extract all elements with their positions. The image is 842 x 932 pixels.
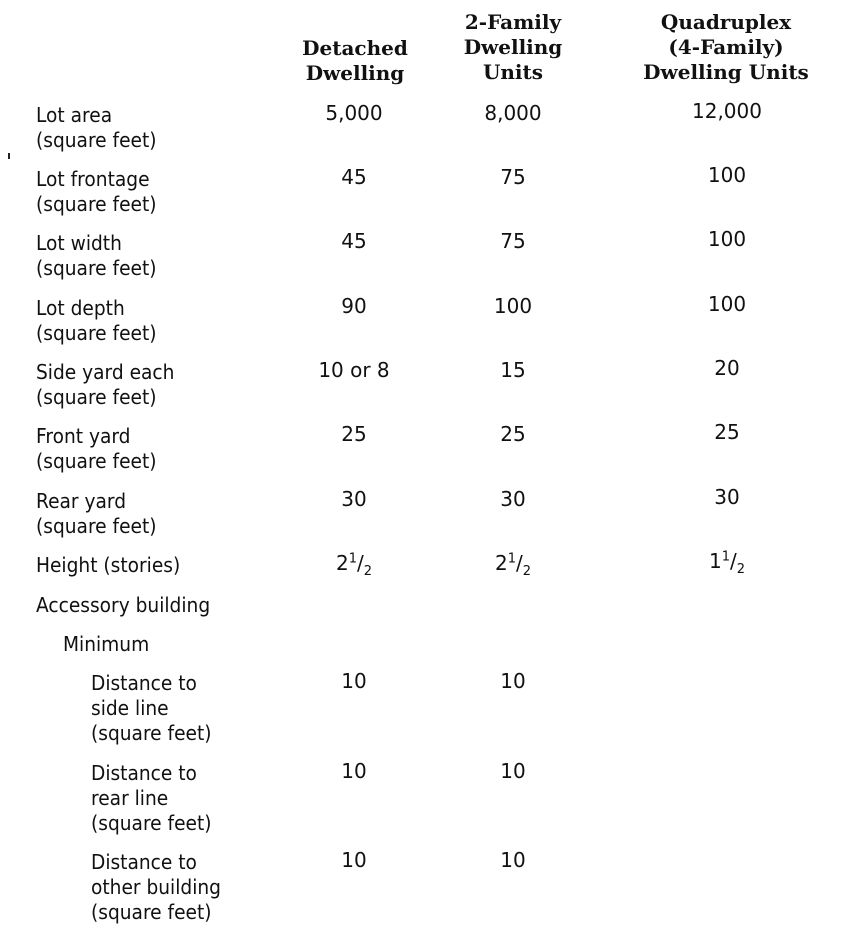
row-label-lot-frontage: Lot frontage (square feet)	[36, 167, 157, 216]
cell-lot-width-two-family: 75	[500, 229, 526, 253]
cell-lot-frontage-quadruplex: 100	[707, 163, 747, 187]
row-label-lot-depth: Lot depth (square feet)	[36, 296, 157, 345]
row-label-distance-other-building: Distance to other building (square feet)	[91, 850, 221, 924]
cell-lot-width-detached: 45	[341, 229, 367, 253]
cell-lot-depth-detached: 90	[341, 294, 367, 318]
cell-distance-rear-line-two-family: 10	[500, 759, 526, 783]
cell-lot-depth-quadruplex: 100	[707, 292, 747, 316]
cell-side-yard-two-family: 15	[500, 358, 526, 382]
cell-side-yard-quadruplex: 20	[714, 356, 740, 380]
fraction-denominator: 2	[363, 564, 373, 579]
cell-rear-yard-quadruplex: 30	[714, 485, 740, 509]
cell-lot-frontage-two-family: 75	[500, 165, 526, 189]
cell-height-quadruplex: $1^1/_2$	[708, 549, 746, 577]
row-label-distance-side-line: Distance to side line (square feet)	[91, 671, 212, 745]
stray-mark	[8, 153, 10, 159]
cell-distance-side-line-detached: 10	[341, 669, 367, 693]
cell-lot-width-quadruplex: 100	[707, 227, 747, 251]
cell-lot-area-detached: 5,000	[325, 101, 383, 125]
cell-distance-side-line-two-family: 10	[500, 669, 526, 693]
row-label-front-yard: Front yard (square feet)	[36, 424, 157, 473]
fraction-numerator: 1	[721, 549, 730, 565]
cell-front-yard-detached: 25	[341, 422, 367, 446]
row-label-lot-area: Lot area (square feet)	[36, 103, 157, 152]
cell-height-two-family: $2^1/_2$	[494, 551, 532, 579]
fraction-numerator: 1	[348, 551, 357, 567]
header-detached: Detached Dwelling	[302, 36, 408, 85]
row-label-accessory-building: Accessory building	[36, 593, 211, 617]
fraction-denominator: 2	[736, 562, 746, 577]
cell-distance-other-building-detached: 10	[341, 848, 367, 872]
fraction-whole: 2	[335, 551, 349, 575]
row-label-side-yard: Side yard each (square feet)	[36, 360, 175, 409]
row-label-rear-yard: Rear yard (square feet)	[36, 489, 157, 538]
cell-front-yard-two-family: 25	[500, 422, 526, 446]
row-label-minimum: Minimum	[63, 632, 150, 656]
cell-distance-rear-line-detached: 10	[341, 759, 367, 783]
header-quadruplex: Quadruplex (4-Family) Dwelling Units	[643, 10, 809, 84]
cell-rear-yard-two-family: 30	[500, 487, 526, 511]
cell-lot-frontage-detached: 45	[341, 165, 367, 189]
cell-lot-area-two-family: 8,000	[484, 101, 542, 125]
fraction-numerator: 1	[507, 551, 516, 567]
row-label-height: Height (stories)	[36, 553, 181, 577]
row-label-distance-rear-line: Distance to rear line (square feet)	[91, 761, 212, 835]
row-label-lot-width: Lot width (square feet)	[36, 231, 157, 280]
fraction-whole: 2	[494, 551, 508, 575]
cell-rear-yard-detached: 30	[341, 487, 367, 511]
fraction-whole: 1	[708, 549, 722, 573]
cell-height-detached: $2^1/_2$	[335, 551, 373, 579]
cell-lot-area-quadruplex: 12,000	[692, 99, 762, 123]
fraction-denominator: 2	[522, 564, 532, 579]
cell-lot-depth-two-family: 100	[493, 294, 533, 318]
cell-side-yard-detached: 10 or 8	[318, 358, 390, 382]
cell-distance-other-building-two-family: 10	[500, 848, 526, 872]
cell-front-yard-quadruplex: 25	[714, 420, 740, 444]
header-two-family: 2-Family Dwelling Units	[463, 10, 563, 84]
